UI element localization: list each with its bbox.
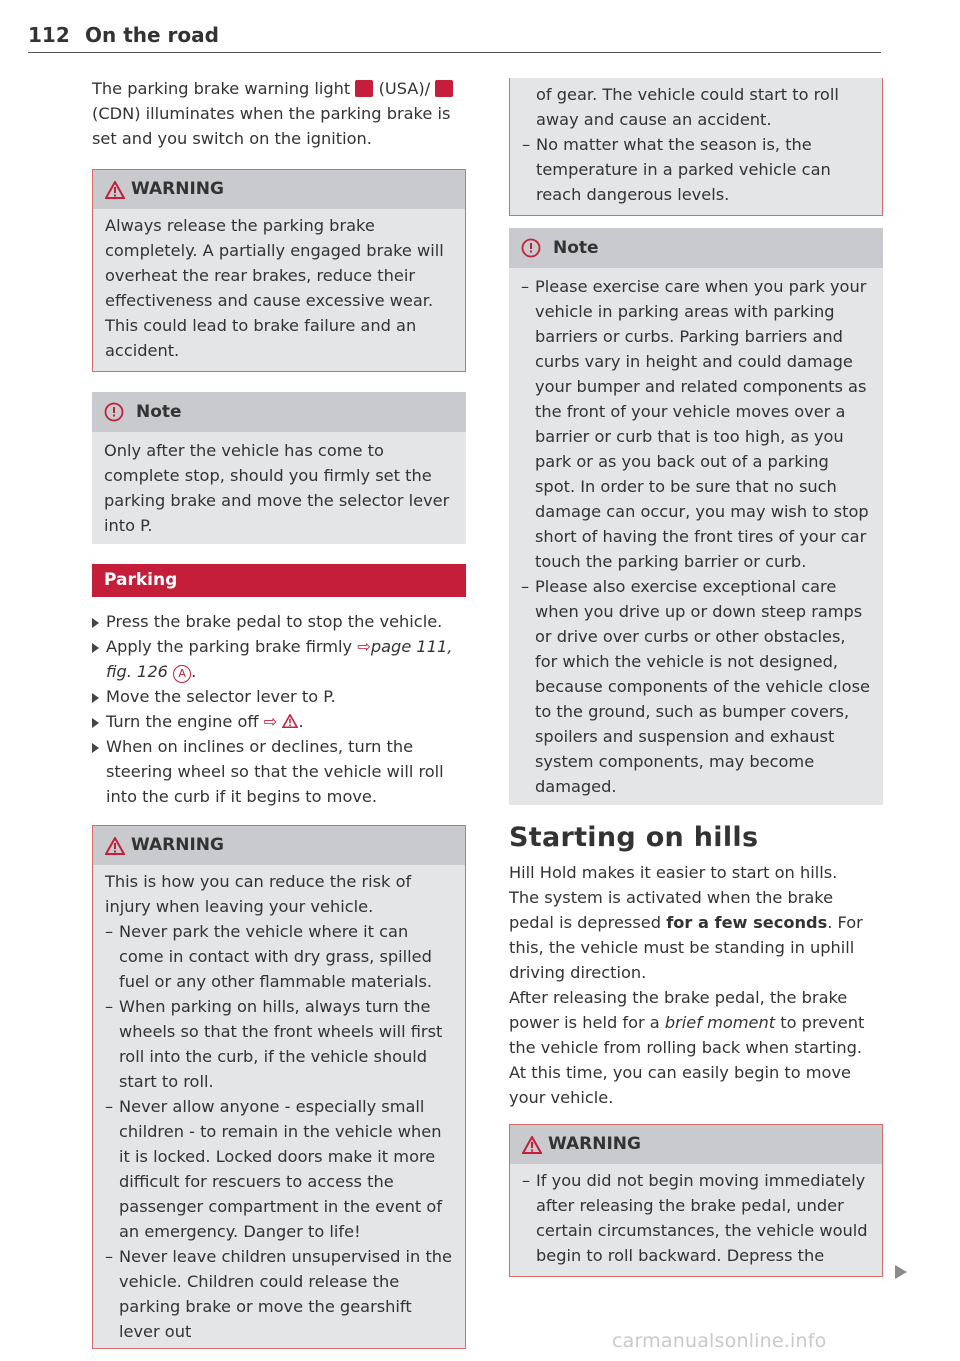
section-title: On the road [85,23,219,47]
info-circle-icon [521,238,541,258]
warning-triangle-icon [522,1136,542,1154]
arrow-right-icon: ⇨ [263,712,278,731]
warning-list-item: – Never leave children unsupervised in the vehicle. Children could release the parking brake or move the gearshift lever out [105,1244,453,1344]
step-item: When on inclines or declines, turn the steering wheel so that the vehicle will roll into the curb if it begins to move. [92,734,466,809]
step-bullet-icon [92,618,99,628]
note-body: Only after the vehicle has come to complete stop, should you firmly set the parking brake and move the selector lever into P. [92,432,466,544]
note-header: Note [92,392,466,432]
page-header [28,22,881,53]
parking-brake-indicator-icon [355,80,373,97]
warning-body: This is how you can reduce the risk of injury when leaving your vehicle. – Never park the vehicle where it can come in contact with dry grass, spilled fuel or any other flammable materials. – When parking on hills, always turn the wheels so that the front wheels will first roll into the curb, if the vehicle should start to roll. – Never allow anyone - especially small children - to remain in the vehicle when it is locked. Locked doors make it more difficult for rescuers to access the passenger compartment in the event of an emergency. Danger to life! – Never leave children unsupervised in the vehicle. Children could release the parking brake or move the gearshift lever out [93,865,465,1348]
continue-next-page-icon[interactable] [895,1265,907,1279]
warning-list-item: – Never allow anyone - especially small children - to remain in the vehicle when it is locked. Locked doors make it more difficult for rescuers to access the passenger compartment in the event of an emergency. Danger to life! [105,1094,453,1244]
intro-paragraph: The parking brake warning light (USA)/ (CDN) illuminates when the parking brake is set and you switch on the ignition. [92,76,466,151]
note-box-selector [92,392,466,544]
note-list-item: – Please exercise care when you park your vehicle in parking areas with parking barriers or curbs. Parking barriers and curbs vary in height and could damage your bumper and related components as the front of your vehicle moves over a barrier or curb that is too high, as you park or as you back out of a parking spot. In order to be sure that no such damage can occur, you may wish to stop short of having the front tires of your car touch the parking barrier or curb. [521,274,871,574]
hills-paragraph: Hill Hold makes it easier to start on hills. [509,863,838,882]
warning-list-item: – When parking on hills, always turn the wheels so that the front wheels will first roll into the curb, if the vehicle should start to roll. [105,994,453,1094]
hills-paragraph: After releasing the brake pedal, the brake power is held for a brief moment to prevent the vehicle from rolling back when starting. At this time, you can easily begin to move your vehicle. [509,988,865,1107]
warning-body: Always release the parking brake completely. A partially engaged brake will overheat the rear brakes, reduce their effectiveness and cause excessive wear. This could lead to brake failure and an accident. [93,209,465,371]
warning-triangle-icon [105,181,125,199]
parking-section-header: Parking [92,564,466,597]
warning-list-item: – Never park the vehicle where it can come in contact with dry grass, spilled fuel or any other flammable materials. [105,919,453,994]
warning-list-item: – If you did not begin moving immediately after releasing the brake pedal, under certain circumstances, the vehicle would begin to roll backward. Depress the [522,1168,870,1268]
page-number: 112 [28,23,70,47]
parking-steps [92,609,466,809]
left-column [92,76,466,1349]
page-reference-link[interactable]: page 111, fig. 126 [106,637,453,681]
warning-header: WARNING [93,826,465,865]
warning-header: WARNING [93,170,465,209]
step-item: Apply the parking brake firmly ⇨page 111, fig. 126 A . [92,634,466,684]
warning-box-hill-hold [509,1124,883,1277]
starting-on-hills-heading: Starting on hills [509,822,759,853]
step-bullet-icon [92,643,99,653]
arrow-right-icon: ⇨ [357,637,371,656]
callout-a-icon: A [173,665,191,683]
parking-brake-cdn-indicator-icon [435,80,453,97]
note-header: Note [509,228,883,268]
warning-list-item: – No matter what the season is, the temperature in a parked vehicle can reach dangerous levels. [522,132,870,207]
warning-box-leaving-vehicle [92,825,466,1349]
warning-box-continued [509,78,883,216]
warning-body [510,78,882,215]
step-item: Press the brake pedal to stop the vehicle. [92,609,466,634]
step-bullet-icon [92,743,99,753]
hills-paragraph: The system is activated when the brake pedal is depressed for a few seconds. For this, the vehicle must be standing in uphill driving direction. [509,888,863,982]
warning-header: WARNING [510,1125,882,1164]
warning-triangle-icon [105,837,125,855]
step-bullet-icon [92,718,99,728]
warning-triangle-icon [282,714,298,728]
warning-continuation: of gear. The vehicle could start to roll away and cause an accident. [536,85,839,129]
note-list-item: – Please also exercise exceptional care when you drive up or down steep ramps or drive over curbs or other obstacles, for which the vehicle is not designed, because components of the vehicle close to the ground, such as bumper covers, spoilers and suspension and exhaust system components, may become damaged. [521,574,871,799]
info-circle-icon [104,402,124,422]
warning-body [510,1164,882,1276]
step-item: Turn the engine off ⇨ . [92,709,466,734]
note-box-barriers [509,228,883,805]
step-item: Move the selector lever to P. [92,684,466,709]
watermark: carmanualsonline.info [612,1330,827,1352]
step-bullet-icon [92,693,99,703]
note-body [509,268,883,805]
right-column [509,76,883,1277]
warning-box-release-brake [92,169,466,372]
